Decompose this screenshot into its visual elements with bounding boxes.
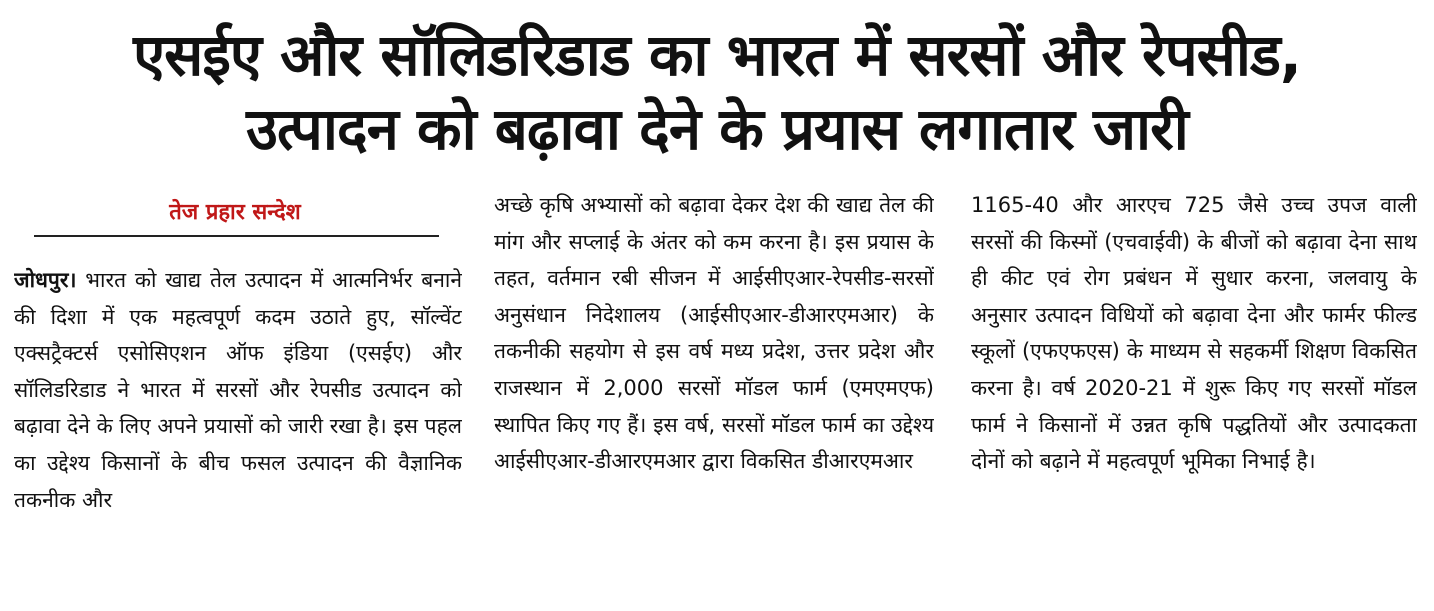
- dateline: जोधपुर।: [14, 268, 77, 292]
- article-column-3: [971, 187, 1417, 607]
- headline-line-1: एसईए और सॉलिडरिडाड का भारत में सरसों और रेपसीड,: [133, 21, 1301, 89]
- headline-line-2: उत्पादन को बढ़ावा देने के प्रयास लगातार जारी: [246, 95, 1188, 163]
- byline: तेज प्रहार सन्देश: [169, 200, 301, 225]
- article-column-3-text: 1165-40 और आरएच 725 जैसे उच्च उपज वाली सरसों की किस्मों (एचवाईवी) के बीजों को बढ़ावा देना साथ ही कीट एवं रोग प्रबंधन में सुधार करना, जलवायु के अनुसार उत्पादन विधियों को बढ़ावा देना और फार्मर फील्ड स्कूलों (एफएफएस) के माध्यम से सहकर्मी शिक्षण विकसित करना है। वर्ष 2020-21 में शुरू किए गए सरसों मॉडल फार्म ने किसानों में उन्नत कृषि पद्धतियों और उत्पादकता दोनों को बढ़ाने में महत्वपूर्ण भूमिका निभाई है।: [971, 193, 1417, 474]
- article-column-2-text: अच्छे कृषि अभ्यासों को बढ़ावा देकर देश की खाद्य तेल की मांग और सप्लाई के अंतर को कम करना है। इस प्रयास के तहत, वर्तमान रबी सीजन में आईसीएआर-रेपसीड-सरसों अनुसंधान निदेशालय (आईसीएआर-डीआरएमआर) के तकनीकी सहयोग से इस वर्ष मध्य प्रदेश, उत्तर प्रदेश और राजस्थान में 2,000 सरसों मॉडल फार्म (एमएमएफ) स्थापित किए गए हैं। इस वर्ष, सरसों मॉडल फार्म का उद्देश्य आईसीएआर-डीआरएमआर द्वारा विकसित डीआरएमआर: [494, 193, 934, 474]
- article-column-1-text: भारत को खाद्य तेल उत्पादन में आत्मनिर्भर बनाने की दिशा में एक महत्वपूर्ण कदम उठाते हुए, सॉल्वेंट एक्सट्रैक्टर्स एसोसिएशन ऑफ इंडिया (एसईए) और सॉलिडरिडाड ने भारत में सरसों और रेपसीड उत्पादन को बढ़ावा देने के लिए अपने प्रयासों को जारी रखा है। इस पहल का उद्देश्य किसानों के बीच फसल उत्पादन की वैज्ञानिक तकनीक और: [14, 268, 462, 512]
- article-column-1: [14, 262, 462, 602]
- article-column-2: [494, 187, 934, 607]
- headline: [0, 18, 1434, 166]
- byline-divider: [34, 235, 439, 237]
